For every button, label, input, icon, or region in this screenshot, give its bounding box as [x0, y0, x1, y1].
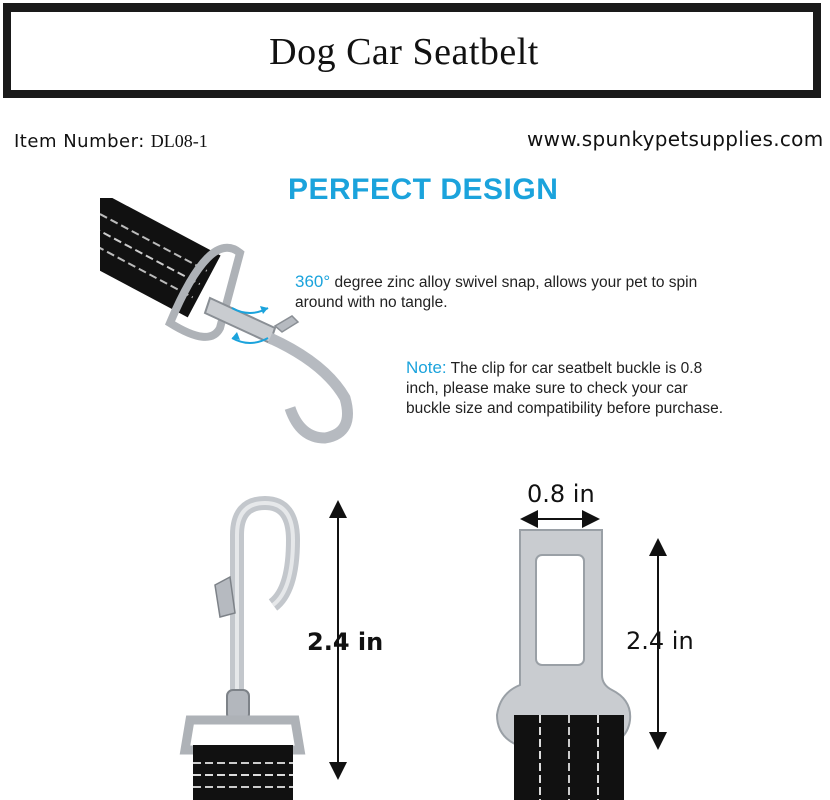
title-banner — [0, 0, 830, 108]
note-description — [406, 358, 736, 419]
swivel-snap-hook-icon — [100, 198, 370, 448]
clip-width-label: 0.8 in — [527, 480, 595, 508]
page-title: Dog Car Seatbelt — [269, 31, 539, 73]
website-url: www.spunkypetsupplies.com — [527, 127, 824, 151]
seatbelt-clip-icon — [492, 525, 642, 800]
width-dimension-arrow-icon — [520, 507, 600, 531]
note-text: The clip for car seatbelt buckle is 0.8 inch, please make sure to check your car buckle size and compatibility before purchase. — [406, 360, 724, 417]
swivel-text: degree zinc alloy swivel snap, allows your pet to spin around with no tangle. — [295, 274, 698, 311]
swivel-highlight: 360° — [295, 272, 331, 291]
item-number — [14, 131, 208, 152]
snap-hook-detail-icon — [175, 495, 325, 800]
headline: PERFECT DESIGN — [288, 173, 559, 206]
item-number-value: DL08-1 — [150, 131, 208, 151]
clip-height-label: 2.4 in — [626, 627, 694, 655]
strap — [193, 745, 293, 800]
note-highlight: Note: — [406, 358, 447, 377]
item-number-label: Item Number: — [14, 131, 145, 152]
swivel-description — [295, 272, 735, 313]
hook-height-label: 2.4 in — [307, 628, 384, 656]
